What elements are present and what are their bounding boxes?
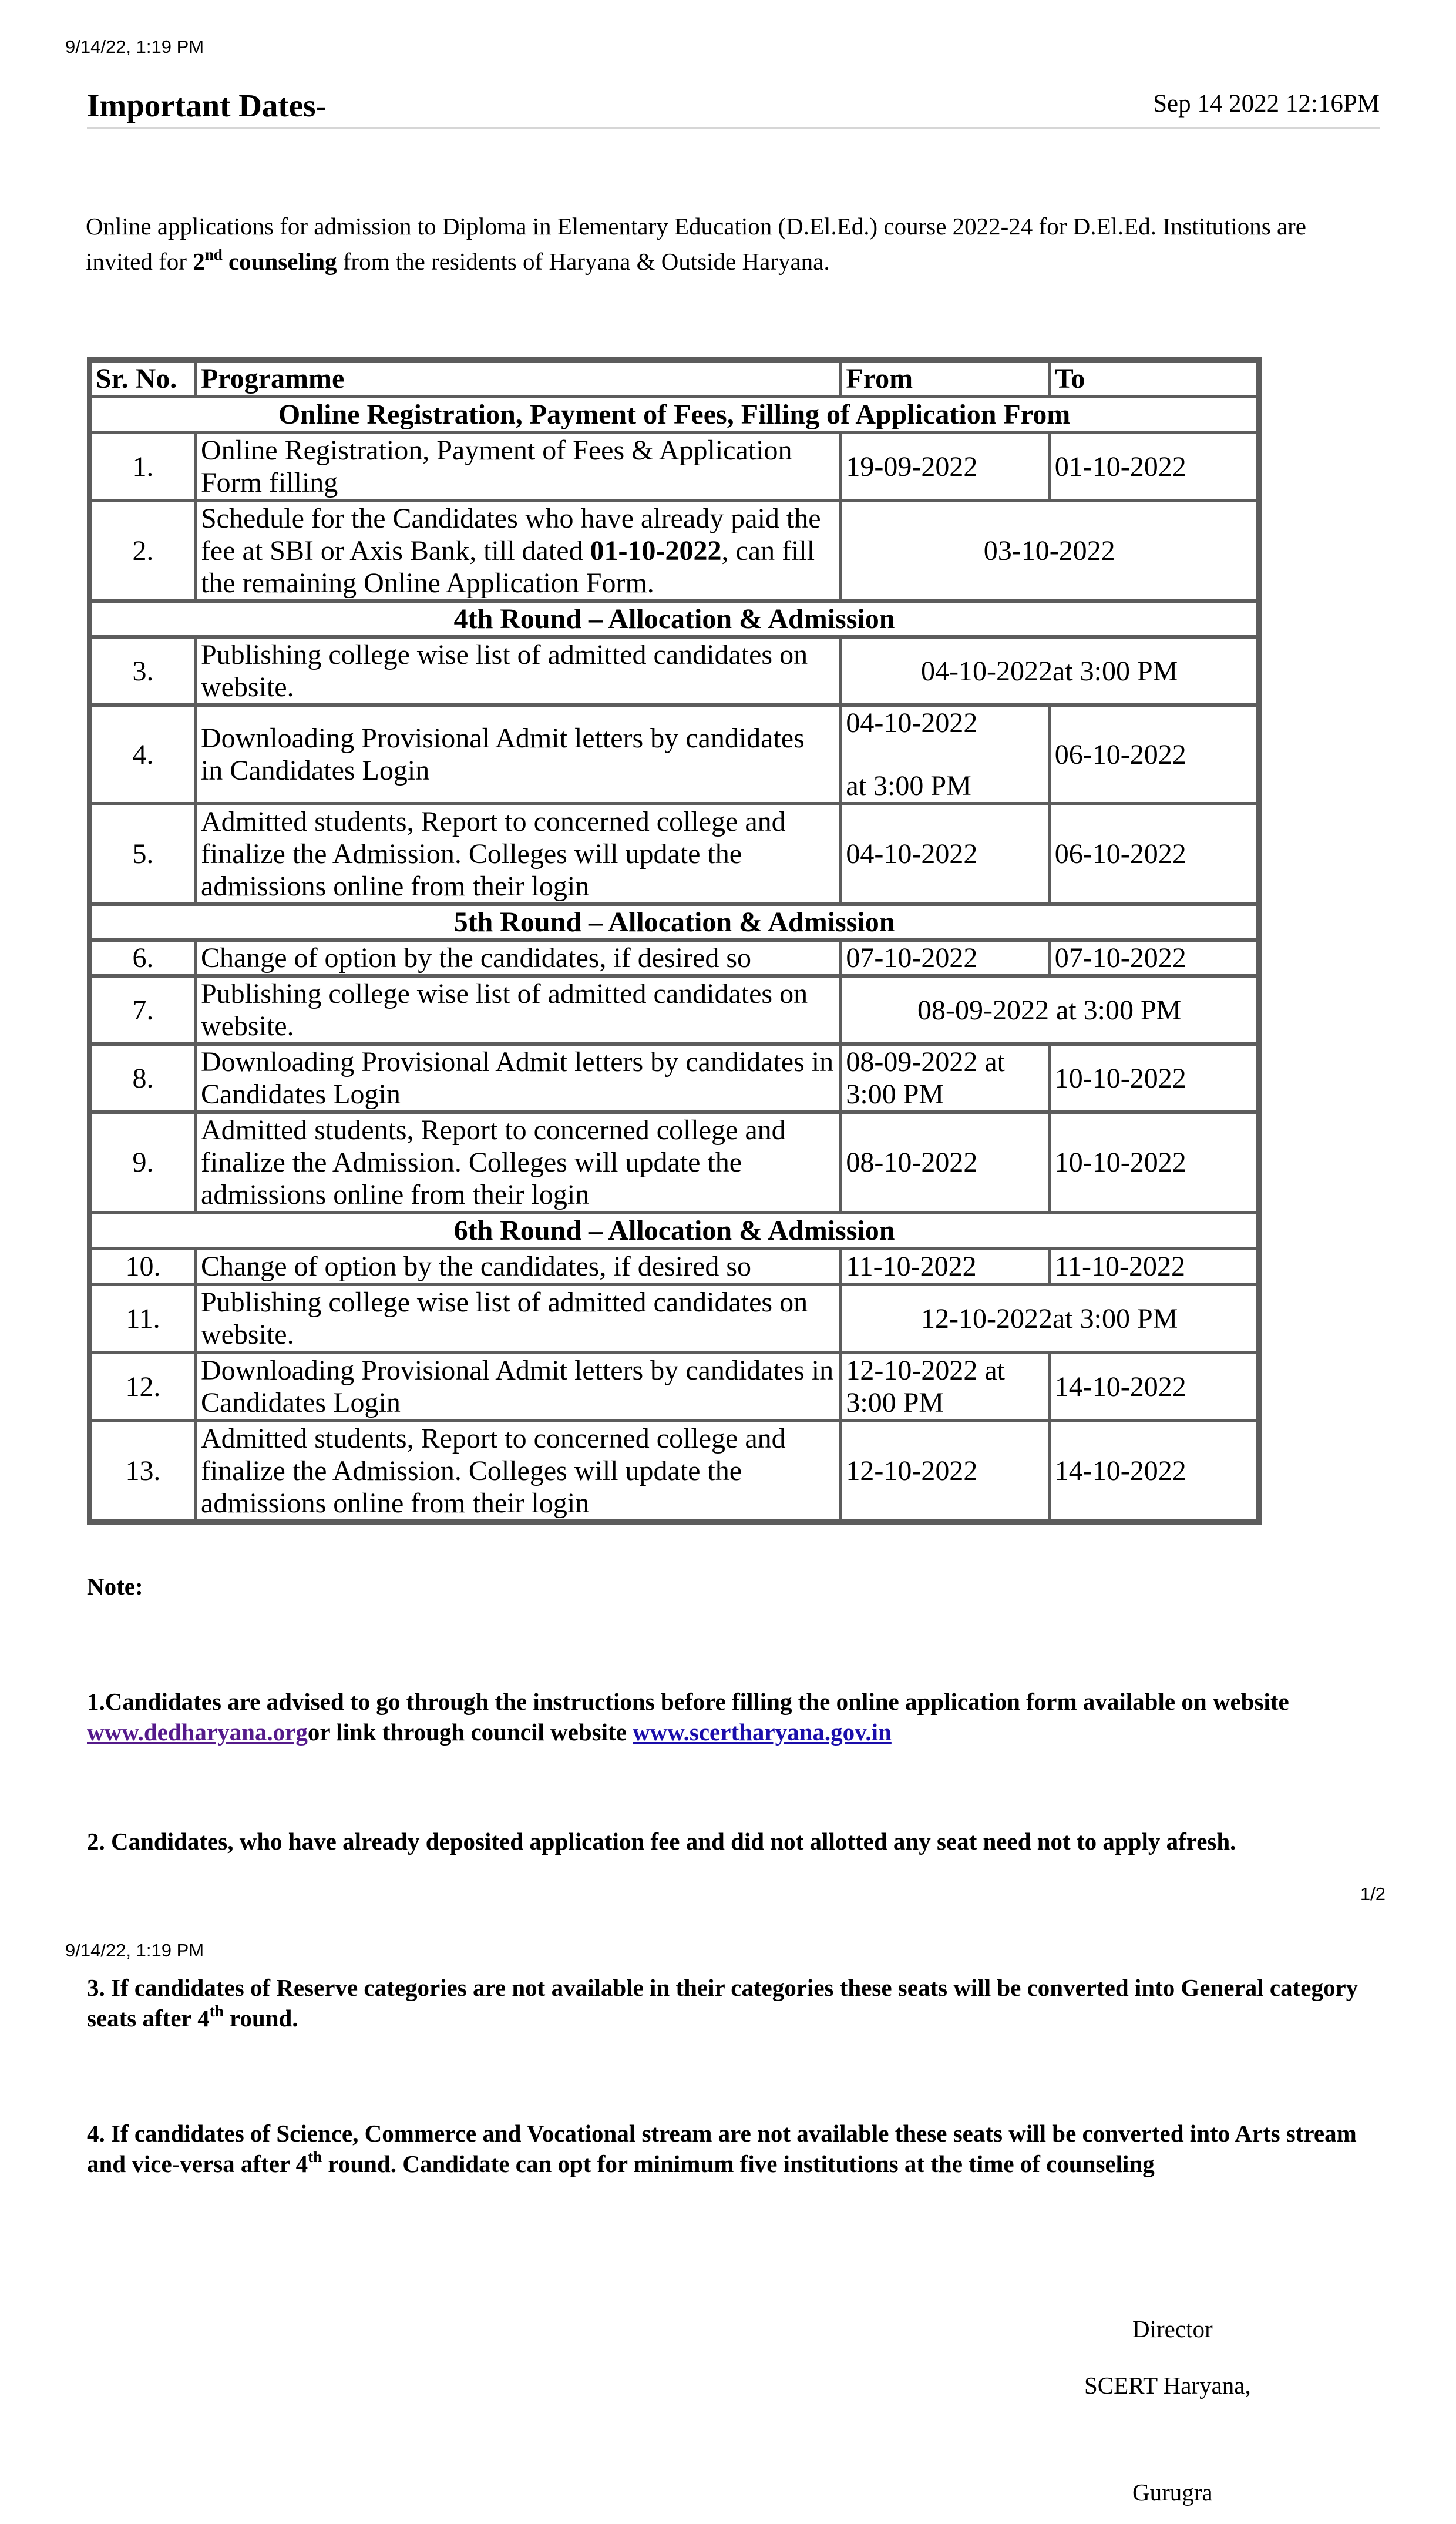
row-sr: 11. xyxy=(90,1284,196,1352)
row-to: 06-10-2022 xyxy=(1050,804,1258,904)
row-sr: 9. xyxy=(90,1112,196,1213)
table-row xyxy=(90,637,1258,705)
signature-place: Gurugra xyxy=(1132,2479,1213,2506)
table-header-row xyxy=(90,361,1258,397)
row-from: 11-10-2022 xyxy=(840,1248,1049,1284)
row-sr: 1. xyxy=(90,432,196,501)
row-sr: 12. xyxy=(90,1352,196,1421)
section-row xyxy=(90,601,1258,637)
row-sr: 4. xyxy=(90,705,196,804)
row-to: 01-10-2022 xyxy=(1050,432,1258,501)
table-row xyxy=(90,1284,1258,1352)
row-to: 14-10-2022 xyxy=(1050,1352,1258,1421)
intro-counseling-number: 2nd counseling xyxy=(193,246,337,275)
row-date-merged: 12-10-2022at 3:00 PM xyxy=(840,1284,1258,1352)
row-to: 14-10-2022 xyxy=(1050,1421,1258,1521)
row-to: 06-10-2022 xyxy=(1050,705,1258,804)
dedharyana-link[interactable]: www.dedharyana.org xyxy=(87,1719,308,1746)
section-registration: Online Registration, Payment of Fees, Filling of Application From xyxy=(90,397,1258,432)
note-2: 2. Candidates, who have already deposited application fee and did not allotted any seat need not to apply afresh. xyxy=(87,1828,1236,1855)
row-programme: Publishing college wise list of admitted candidates on website. xyxy=(196,1284,840,1352)
note-label: Note: xyxy=(87,1573,143,1600)
section-row xyxy=(90,1213,1258,1248)
section-round6: 6th Round – Allocation & Admission xyxy=(90,1213,1258,1248)
row-sr: 10. xyxy=(90,1248,196,1284)
bold-date: 01-10-2022 xyxy=(590,535,722,566)
row-programme: Online Registration, Payment of Fees & Application Form filling xyxy=(196,432,840,501)
row-date-merged: 04-10-2022at 3:00 PM xyxy=(840,637,1258,705)
row-programme: Admitted students, Report to concerned college and finalize the Admission. Colleges will update the admissions online from their login xyxy=(196,1112,840,1213)
row-sr: 2. xyxy=(90,501,196,601)
row-programme: Downloading Provisional Admit letters by candidates in Candidates Login xyxy=(196,1044,840,1112)
row-sr: 8. xyxy=(90,1044,196,1112)
row-programme: Schedule for the Candidates who have already paid the fee at SBI or Axis Bank, till dated 01-10-2022, can fill the remaining Online Application Form. xyxy=(196,501,840,601)
row-from: 07-10-2022 xyxy=(840,940,1049,976)
row-date-merged: 08-09-2022 at 3:00 PM xyxy=(840,976,1258,1044)
print-datetime-page2: 9/14/22, 1:19 PM xyxy=(65,1940,204,1961)
row-programme: Publishing college wise list of admitted candidates on website. xyxy=(196,637,840,705)
row-from: 12-10-2022 at 3:00 PM xyxy=(840,1352,1049,1421)
header-sr-no: Sr. No. xyxy=(90,361,196,397)
page-title: Important Dates- xyxy=(87,88,327,123)
row-from: 04-10-2022 at 3:00 PM xyxy=(840,705,1049,804)
section-row xyxy=(90,904,1258,940)
table-row xyxy=(90,1112,1258,1213)
page-number: 1/2 xyxy=(1360,1884,1386,1904)
section-round5: 5th Round – Allocation & Admission xyxy=(90,904,1258,940)
table-row xyxy=(90,804,1258,904)
row-programme: Change of option by the candidates, if desired so xyxy=(196,1248,840,1284)
row-from: 08-10-2022 xyxy=(840,1112,1049,1213)
note-3: 3. If candidates of Reserve categories are not available in their categories these seats will be converted into General category seats after 4th round. xyxy=(87,1974,1359,2032)
header-to: To xyxy=(1050,361,1258,397)
row-to: 07-10-2022 xyxy=(1050,940,1258,976)
scertharyana-link[interactable]: www.scertharyana.gov.in xyxy=(633,1719,892,1746)
row-sr: 3. xyxy=(90,637,196,705)
table-row xyxy=(90,1421,1258,1521)
header-programme: Programme xyxy=(196,361,840,397)
header-from: From xyxy=(840,361,1049,397)
print-datetime: 9/14/22, 1:19 PM xyxy=(65,36,204,57)
table-row xyxy=(90,432,1258,501)
timestamp: Sep 14 2022 12:16PM xyxy=(1153,90,1380,118)
section-row xyxy=(90,397,1258,432)
table-row xyxy=(90,501,1258,601)
table-row xyxy=(90,1248,1258,1284)
intro-text: Online applications for admission to Diploma in Elementary Education (D.El.Ed.) course 2022-24 for D.El.Ed. Institutions are invited for xyxy=(86,213,1307,275)
row-sr: 13. xyxy=(90,1421,196,1521)
row-sr: 5. xyxy=(90,804,196,904)
table-row xyxy=(90,1352,1258,1421)
row-sr: 6. xyxy=(90,940,196,976)
row-programme: Downloading Provisional Admit letters by candidates in Candidates Login xyxy=(196,705,840,804)
row-programme: Admitted students, Report to concerned college and finalize the Admission. Colleges will update the admissions online from their login xyxy=(196,1421,840,1521)
important-dates-table xyxy=(87,357,1262,1525)
table-row xyxy=(90,1044,1258,1112)
table-row xyxy=(90,705,1258,804)
row-programme: Publishing college wise list of admitted candidates on website. xyxy=(196,976,840,1044)
row-programme: Downloading Provisional Admit letters by candidates in Candidates Login xyxy=(196,1352,840,1421)
row-date-merged: 03-10-2022 xyxy=(840,501,1258,601)
row-to: 10-10-2022 xyxy=(1050,1112,1258,1213)
note-4: 4. If candidates of Science, Commerce and Vocational stream are not available these seats will be converted into Arts stream and vice-versa after 4th round. Candidate can opt for minimum five institutions at the time of counseling xyxy=(87,2120,1357,2177)
row-from: 08-09-2022 at 3:00 PM xyxy=(840,1044,1049,1112)
row-to: 11-10-2022 xyxy=(1050,1248,1258,1284)
row-programme: Change of option by the candidates, if desired so xyxy=(196,940,840,976)
row-from: 12-10-2022 xyxy=(840,1421,1049,1521)
section-round4: 4th Round – Allocation & Admission xyxy=(90,601,1258,637)
signature-designation: Director xyxy=(1132,2315,1213,2342)
intro-paragraph xyxy=(86,209,1378,279)
note-1: 1.Candidates are advised to go through the instructions before filling the online application form available on website www.dedharyana.orgor link through council website www.scertharyana.gov.in xyxy=(87,1688,1289,1746)
title-divider xyxy=(87,127,1380,129)
row-programme: Admitted students, Report to concerned college and finalize the Admission. Colleges will update the admissions online from their login xyxy=(196,804,840,904)
row-to: 10-10-2022 xyxy=(1050,1044,1258,1112)
table-row xyxy=(90,940,1258,976)
intro-text-end: from the residents of Haryana & Outside Haryana. xyxy=(337,248,830,275)
signature-office: SCERT Haryana, xyxy=(1084,2372,1251,2399)
row-from: 19-09-2022 xyxy=(840,432,1049,501)
table-row xyxy=(90,976,1258,1044)
row-from: 04-10-2022 xyxy=(840,804,1049,904)
row-sr: 7. xyxy=(90,976,196,1044)
